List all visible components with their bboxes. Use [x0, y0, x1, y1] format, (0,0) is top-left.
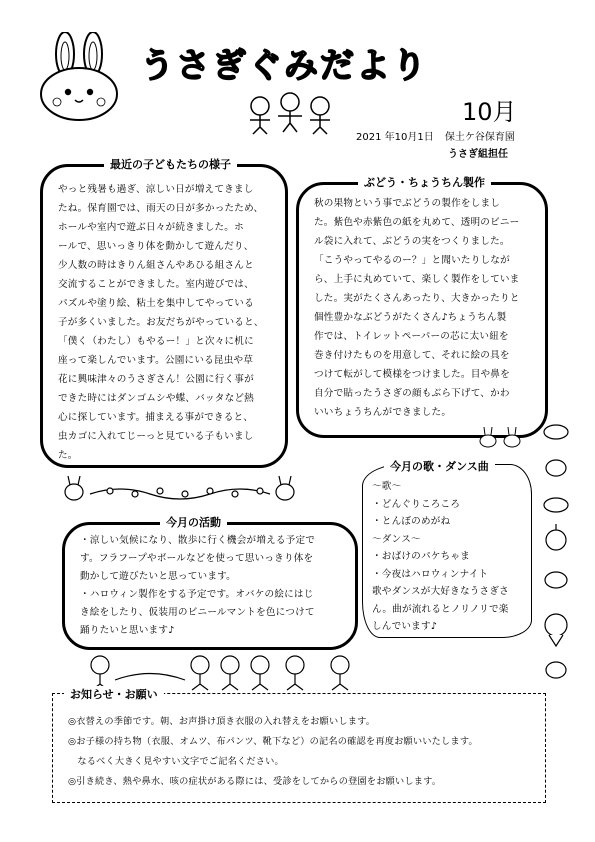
- month-label: 10月: [462, 98, 517, 126]
- activities-section-title: 今月の活動: [160, 514, 227, 530]
- text-line: した。実がたくさんあったり、大きかったりと: [314, 293, 520, 304]
- text-line: ・今夜はハロウィンナイト: [372, 568, 489, 580]
- grape-section-text: [314, 194, 542, 422]
- rabbit-face-illustration: [30, 32, 130, 122]
- song-section-title: 今月の歌・ダンス曲: [384, 458, 495, 474]
- text-line: パズルや塗り絵、粘土を集中してやっている: [58, 298, 254, 309]
- text-line: やっと残暑も過ぎ、涼しい日が増えてきまし: [58, 184, 254, 195]
- text-line: 子が多くいました。お友だちがやっていると、: [58, 317, 264, 328]
- text-line: ～歌～: [372, 481, 402, 492]
- date-text: 2021 年10月1日: [356, 132, 434, 143]
- text-line: 自分で貼ったうさぎの顔もぶら下げて、かわ: [314, 388, 510, 399]
- text-line: き絵をしたり、仮装用のビニールマントを色につけて: [80, 607, 315, 618]
- text-line: 花に興味津々のうさぎさん！公園に行く事が: [58, 374, 254, 385]
- text-line: ・どんぐりころころ: [372, 498, 461, 510]
- notice-section-title: お知らせ・お願い: [64, 686, 164, 702]
- newsletter-title: うさぎぐみだより: [140, 46, 428, 86]
- text-line: す。フラフープやボールなどを使って思いっきり体を: [80, 553, 314, 564]
- text-line: 「こうやってやるのー？」と聞いたりしなが: [314, 255, 510, 266]
- text-line: ◎引き続き、熱や鼻水、咳の症状がある際には、受診をしてからの登園をお願いします。: [68, 776, 442, 787]
- text-line: ・ハロウィン製作をする予定です。オバケの絵にはじ: [80, 589, 314, 600]
- text-line: ールで、思いっきり体を動かして遊んだり、: [58, 241, 254, 252]
- text-line: なるべく大きく見やすい文字でご記名ください。: [68, 756, 284, 767]
- text-line: ◎衣替えの季節です。朝、お声掛け頂き衣服の入れ替えをお願いします。: [68, 716, 376, 727]
- text-line: ホールや室内で遊ぶ日々が続きました。ホ: [58, 222, 244, 233]
- text-line: 個性豊かなぶどうがたくさん♪ちょうちん製: [314, 312, 507, 323]
- text-line: できた時にはダンゴムシや蝶、バッタなど熱: [58, 393, 254, 404]
- autumn-decoration-column: [536, 420, 576, 690]
- text-line: ・とんぼのめがね: [372, 516, 451, 527]
- nursery-name: 保土ケ谷保育園: [444, 132, 515, 143]
- children-section-title: 最近の子どもたちの様子: [104, 156, 237, 172]
- small-rabbits-icon: [476, 426, 526, 448]
- text-line: た。紫色や赤紫色の紙を丸めて、透明のビニー: [314, 217, 520, 228]
- text-line: ル袋に入れて、ぶどうの実をつくりました。: [314, 236, 510, 247]
- text-line: 秋の果物という事でぶどうの製作をしまし: [314, 198, 501, 209]
- issue-date: [356, 128, 515, 143]
- text-line: 巻き付けたものを用意して、それに絵の具を: [314, 350, 510, 361]
- children-section-text: [58, 180, 278, 465]
- text-line: しんでいます♪: [372, 621, 438, 632]
- text-line: たね。保育園では、雨天の日が多かったため、: [58, 203, 264, 214]
- text-line: 座って楽しんでいます。公園にいる昆虫や草: [58, 355, 254, 366]
- text-line: 虫カゴに入れてじーっと見ている子もいまし: [58, 431, 254, 442]
- class-teacher: うさぎ組担任: [448, 149, 508, 160]
- text-line: ◎お子様の持ち物（衣服、オムツ、布パンツ、靴下など）の記名の確認を再度お願いいたします。: [68, 736, 478, 747]
- grape-section-title: ぶどう・ちょうちん製作: [358, 174, 491, 190]
- song-section-text: [372, 478, 527, 636]
- notice-section-text: [68, 712, 538, 792]
- decorative-vine-row: [60, 474, 310, 504]
- text-line: 歌やダンスが大好きなうさぎさ: [372, 586, 509, 597]
- text-line: 「僕く（わたし）もやるー！」と次々に机に: [58, 336, 254, 347]
- text-line: いいちょうちんができました。: [314, 407, 452, 418]
- text-line: 心に探しています。捕まえる事ができると、: [58, 412, 254, 423]
- text-line: ん。曲が流れるとノリノリで楽: [372, 603, 509, 615]
- text-line: 動かして遊びたいと思っています。: [80, 571, 236, 582]
- children-playing-illustration: [245, 92, 340, 137]
- text-line: ～ダンス～: [372, 533, 421, 545]
- text-line: 交流することができました。室内遊びでは、: [58, 279, 254, 290]
- activities-section-text: [80, 532, 350, 640]
- text-line: 作では、トイレットペーパーの芯に太い紐を: [314, 331, 509, 342]
- text-line: ・涼しい気候になり、散歩に行く機会が増える予定で: [80, 535, 316, 546]
- text-line: ら、上手に丸めていて、楽しく製作をしていま: [314, 274, 520, 285]
- text-line: つけて転がして模様をつけました。目や鼻を: [314, 369, 510, 380]
- text-line: ・おばけのパケちゃま: [372, 551, 470, 562]
- text-line: た。: [58, 450, 78, 461]
- text-line: 踊りたいと思います♪: [80, 625, 175, 636]
- text-line: 少人数の時はきりん組さんやあひる組さんと: [58, 260, 254, 271]
